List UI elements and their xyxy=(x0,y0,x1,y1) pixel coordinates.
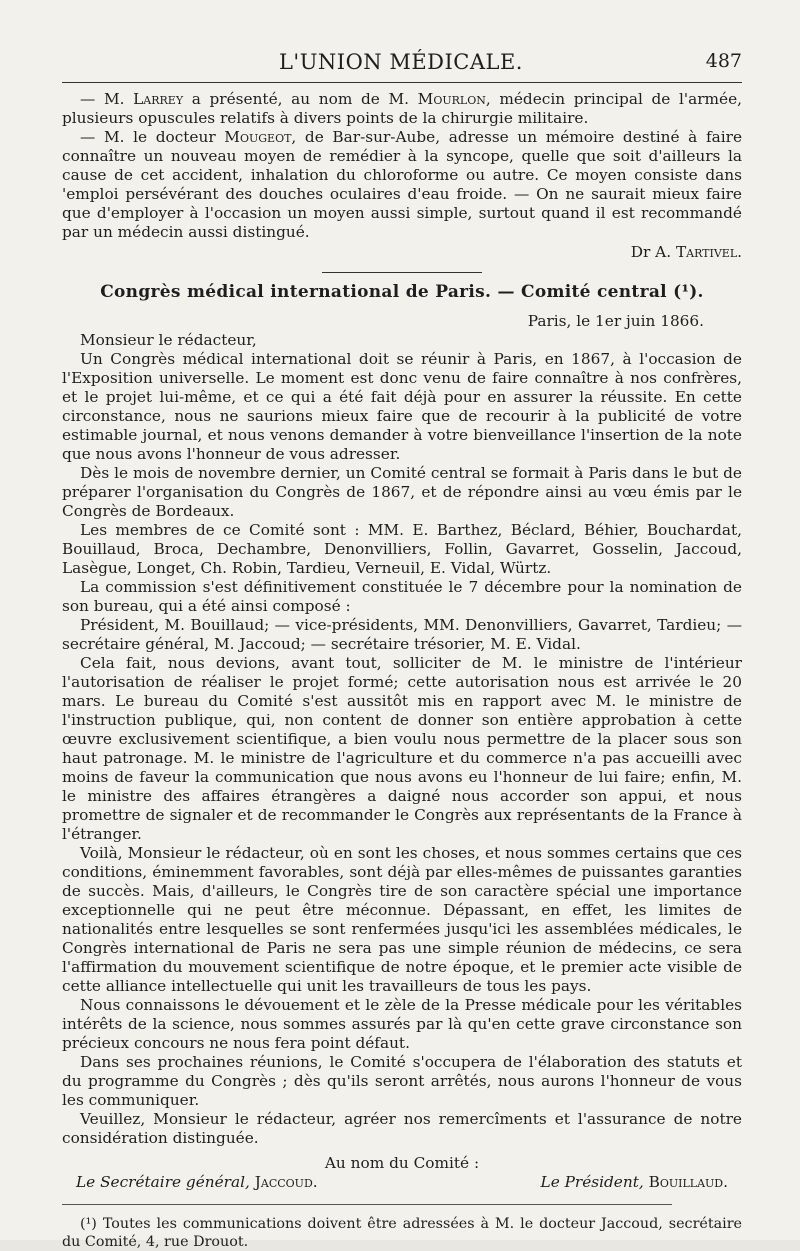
president-signature xyxy=(541,1173,728,1192)
president-role: Le Président, xyxy=(540,1173,644,1191)
congress-paragraph: Dans ses prochaines réunions, le Comité s'occupera de l'élaboration des statuts et du programme du Congrès ; dès qu'ils seront arrêtés, nous aurons l'honneur de vous les communiquer. xyxy=(62,1053,742,1109)
congress-paragraph: Veuillez, Monsieur le rédacteur, agréer nos remercîments et l'assurance de notre considération distinguée. xyxy=(62,1110,742,1147)
footnote: (¹) Toutes les communications doivent être adressées à M. le docteur Jaccoud, secrétaire du Comité, 4, rue Drouot. xyxy=(62,1216,742,1250)
secretary-name: Jaccoud. xyxy=(254,1173,318,1191)
signature-prefix: Dr A. xyxy=(630,243,676,261)
congress-paragraph: Nous connaissons le dévouement et le zèle de la Presse médicale pour les véritables intérêts de la science, nous sommes assurés par là qu'en cette grave circonstance son précieux concours ne nous fera point défaut. xyxy=(62,996,742,1052)
congress-paragraph: Les membres de ce Comité sont : MM. E. Barthez, Béclard, Béhier, Bouchardat, Bouillaud, Broca, Dechambre, Denonvilliers, Follin, Gavarret, Gosselin, Jaccoud, Lasègue, Longet, Ch. Robin, Tardieu, Verneuil, E. Vidal, Würtz. xyxy=(62,521,742,577)
secretary-role: Le Secrétaire général, xyxy=(76,1173,250,1191)
congress-title: Congrès médical international de Paris. — Comité central (¹). xyxy=(100,282,704,302)
secretary-signature xyxy=(76,1173,318,1192)
header-rule xyxy=(62,82,742,83)
footnote-rule xyxy=(62,1204,672,1205)
on-behalf-line: Au nom du Comité : xyxy=(324,1154,480,1172)
p1-name-mourlon: Mourlon xyxy=(417,90,486,108)
section-separator xyxy=(322,272,482,273)
tartivel-signature xyxy=(62,243,742,262)
p2-suffix: , de Bar-sur-Aube, adresse un mémoire destiné à faire connaître un nouveau moyen de remédier à la syncope, quelle que soit d'ailleurs la cause de cet accident, inhalation du chloroforme ou autre. Ce moyen consiste dans 'emploi persévérant des douches oculaires d'eau froide. — On ne saurait mieux faire que d'employer à l'occasion un moyen aussi simple, surtout quand il est recommandé par un médecin aussi distingué. xyxy=(62,128,742,241)
dateline: Paris, le 1er juin 1866. xyxy=(527,312,704,330)
congress-paragraph: Voilà, Monsieur le rédacteur, où en sont les choses, et nous sommes certains que ces conditions, éminemment favorables, sont déjà par elles-mêmes de puissantes garanties de succès. Mais, d'ailleurs, le Congrès tire de son caractère spécial une importance exceptionnelle qui ne peut être méconnue. Dépassant, en effet, les limites de nationalités entre lesquelles se sont renfermées jusqu'ici les assemblées médicales, le Congrès international de Paris ne sera pas une simple réunion de médecins, ce sera l'affirmation du mouvement scientifique de notre époque, et le premier acte visible de cette alliance intellectuelle qui unit les travailleurs de tous les pays. xyxy=(62,844,742,995)
journal-title: L'UNION MÉDICALE. xyxy=(278,50,523,74)
congress-paragraph: La commission s'est définitivement constituée le 7 décembre pour la nomination de son bureau, qui a été ainsi composé : xyxy=(62,578,742,615)
congress-paragraph: Un Congrès médical international doit se réunir à Paris, en 1867, à l'occasion de l'Exposition universelle. Le moment est donc venu de faire connaître à nos confrères, et le projet lui-même, et ce qui a été fait déjà pour en assurer la réussite. En cette circonstance, nous ne saurions mieux faire que de recourir à la publicité de votre estimable journal, et nous venons demander à votre bienveillance l'insertion de la note que nous avons l'honneur de vous adresser. xyxy=(62,350,742,463)
president-name: Bouillaud. xyxy=(648,1173,728,1191)
p1-name-larrey: Larrey xyxy=(133,90,184,108)
page-header xyxy=(60,48,742,78)
page-number: 487 xyxy=(705,50,742,72)
congress-paragraph: Dès le mois de novembre dernier, un Comité central se formait à Paris dans le but de préparer l'organisation du Congrès de 1867, et de répondre ainsi au vœu émis par le Congrès de Bordeaux. xyxy=(62,464,742,520)
mougeot-paragraph xyxy=(62,128,742,242)
signature-name: Tartivel. xyxy=(675,243,742,261)
p2-name-mougeot: Mougeot xyxy=(224,128,292,146)
p2-prefix: — M. le docteur xyxy=(80,128,225,146)
p1-mid: a présenté, au nom de M. xyxy=(183,90,418,108)
larrey-paragraph xyxy=(62,90,742,128)
salutation: Monsieur le rédacteur, xyxy=(80,331,257,349)
congress-paragraph: Président, M. Bouillaud; — vice-présidents, MM. Denonvilliers, Gavarret, Tardieu; — secrétaire général, M. Jaccoud; — secrétaire trésorier, M. E. Vidal. xyxy=(62,616,742,653)
p1-prefix: — M. xyxy=(80,90,134,108)
page-content xyxy=(62,90,742,1251)
congress-paragraph: Cela fait, nous devions, avant tout, solliciter de M. le ministre de l'intérieur l'autorisation de réaliser le projet formé; cette autorisation nous est arrivée le 20 mars. Le bureau du Comité s'est aussitôt mis en rapport avec M. le ministre de l'instruction publique, qui, non content de donner son entière approbation à cette œuvre exclusivement scientifique, a bien voulu nous permettre de la placer sous son haut patronage. M. le ministre de l'agriculture et du commerce n'a pas accueilli avec moins de faveur la communication que nous avons eu l'honneur de lui faire; enfin, M. le ministre des affaires étrangères a daigné nous accorder son appui, et nous promettre de signaler et de recommander le Congrès aux représentants de la France à l'étranger. xyxy=(62,654,742,843)
p1-suffix: , médecin principal de l'armée, plusieurs opuscules relatifs à divers points de la chirurgie militaire. xyxy=(62,90,742,127)
signers-line xyxy=(76,1173,728,1192)
